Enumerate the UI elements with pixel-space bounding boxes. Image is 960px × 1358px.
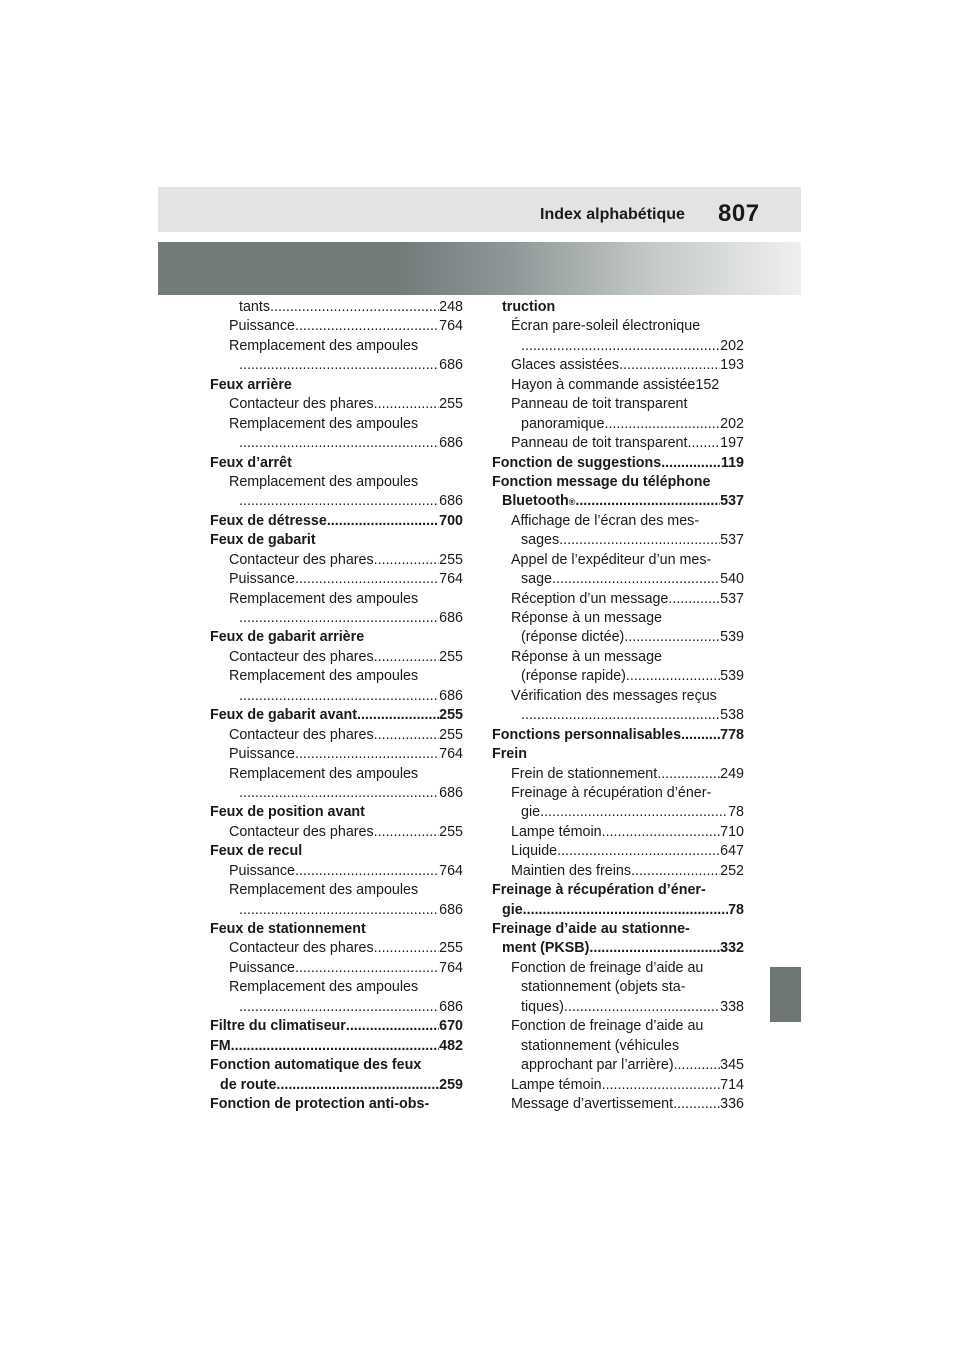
page-reference: 152 — [695, 376, 720, 393]
index-entry — [492, 745, 744, 764]
entry-text: Hayon à commande assistée — [511, 376, 696, 393]
index-subentry — [492, 823, 744, 842]
index-subentry — [492, 531, 744, 550]
page-title: Index alphabétique — [540, 206, 685, 223]
index-entry — [210, 1056, 463, 1075]
index-subentry — [492, 1037, 744, 1056]
leader-dots — [602, 1076, 721, 1095]
leader-dots — [657, 765, 720, 784]
index-subentry — [492, 337, 744, 356]
entry-text: Puissance — [229, 571, 295, 588]
index-subentry — [492, 803, 744, 822]
index-subentry — [210, 395, 463, 414]
index-subentry — [492, 687, 744, 706]
page-reference: 255 — [439, 726, 463, 743]
entry-text: Lampe témoin — [511, 823, 602, 840]
page-reference: 255 — [439, 940, 463, 957]
entry-text: Fonction de freinage d’aide au — [511, 959, 704, 976]
entry-text: Contacteur des phares — [229, 648, 374, 665]
index-entry — [492, 726, 744, 745]
page-reference: 764 — [439, 959, 463, 976]
entry-text: Puissance — [229, 862, 295, 879]
index-subentry — [492, 1076, 744, 1095]
leader-dots — [239, 356, 439, 375]
leader-dots — [521, 337, 720, 356]
index-subentry — [492, 512, 744, 531]
entry-text: Contacteur des phares — [229, 823, 374, 840]
entry-text: Réception d’un message — [511, 590, 669, 607]
index-subentry — [492, 706, 744, 725]
page-reference: 332 — [720, 940, 744, 957]
section-thumb-tab — [770, 967, 801, 1022]
leader-dots — [295, 570, 439, 589]
entry-text: Remplacement des ampoules — [229, 415, 419, 432]
index-entry — [210, 1095, 463, 1114]
entry-text: tiques) — [521, 998, 564, 1015]
entry-text: (réponse dictée) — [521, 629, 625, 646]
index-subentry — [492, 901, 744, 920]
entry-text: Vérification des messages reçus — [511, 687, 717, 704]
leader-dots — [327, 512, 439, 531]
entry-text: Puissance — [229, 318, 295, 335]
index-subentry — [492, 356, 744, 375]
entry-text: Feux de détresse — [210, 512, 327, 529]
index-entry — [210, 706, 463, 725]
index-subentry — [210, 609, 463, 628]
entry-text: gie — [521, 804, 541, 821]
entry-text: tants — [239, 299, 270, 315]
page-reference: 686 — [439, 610, 463, 626]
page-reference: 78 — [728, 901, 744, 918]
index-subentry — [492, 842, 744, 861]
page-reference: 345 — [720, 1057, 744, 1074]
index-subentry — [210, 959, 463, 978]
index-entry — [210, 920, 463, 939]
index-subentry — [210, 648, 463, 667]
index-entry — [210, 376, 463, 395]
leader-dots — [276, 1076, 439, 1095]
index-subentry — [210, 745, 463, 764]
header-bar — [158, 187, 801, 232]
leader-dots — [374, 648, 439, 667]
page-reference: 700 — [439, 512, 463, 529]
leader-dots — [674, 1056, 721, 1075]
index-subentry — [492, 415, 744, 434]
leader-dots — [374, 823, 439, 842]
entry-text: Réponse à un message — [511, 648, 663, 665]
page-reference: 764 — [439, 318, 463, 335]
page-reference: 119 — [720, 454, 744, 471]
index-subentry — [492, 395, 744, 414]
index-subentry — [492, 959, 744, 978]
leader-dots — [346, 1017, 439, 1036]
page-reference: 202 — [720, 415, 744, 432]
leader-dots — [687, 434, 720, 453]
index-subentry — [210, 862, 463, 881]
index-subentry — [492, 570, 744, 589]
leader-dots — [521, 706, 720, 725]
page-reference: 764 — [439, 571, 463, 588]
index-subentry — [210, 901, 463, 920]
index-subentry — [492, 1017, 744, 1036]
index-subentry — [210, 784, 463, 803]
page-reference: 686 — [439, 687, 463, 704]
page-number: 807 — [718, 200, 760, 227]
page-reference: 686 — [439, 357, 463, 374]
page-reference: 710 — [720, 823, 744, 840]
index-entry — [492, 473, 744, 492]
page-reference: 537 — [720, 590, 744, 607]
leader-dots — [239, 687, 439, 706]
index-subentry — [210, 415, 463, 434]
page-reference: 249 — [720, 765, 744, 782]
leader-dots — [557, 842, 720, 861]
leader-dots — [374, 939, 439, 958]
entry-text: sages — [521, 532, 560, 549]
entry-text: Fonction automatique des feux — [210, 1057, 422, 1074]
leader-dots — [681, 726, 720, 745]
entry-text: Panneau de toit transparent — [511, 435, 688, 452]
index-entry — [210, 628, 463, 647]
entry-text: Fonction message du téléphone — [492, 473, 711, 490]
entry-text: Feux arrière — [210, 376, 292, 393]
index-entry — [210, 803, 463, 822]
index-subentry — [210, 1076, 463, 1095]
entry-text: Contacteur des phares — [229, 396, 374, 413]
entry-text: Fonction de protection anti-obs- — [210, 1095, 430, 1112]
leader-dots — [295, 745, 439, 764]
entry-text: approchant par l’arrière) — [521, 1057, 674, 1074]
entry-text: Remplacement des ampoules — [229, 668, 419, 685]
entry-text: Fonction de freinage d’aide au — [511, 1018, 704, 1035]
page-reference: 764 — [439, 862, 463, 879]
entry-text: Glaces assistées — [511, 357, 620, 374]
leader-dots — [523, 901, 728, 920]
page-reference: 259 — [439, 1076, 463, 1093]
entry-text: Fonction de suggestions — [492, 454, 662, 471]
entry-text: Panneau de toit transparent — [511, 396, 688, 413]
entry-text: FM — [210, 1037, 231, 1054]
entry-text: Remplacement des ampoules — [229, 882, 419, 899]
index-subentry — [210, 317, 463, 336]
index-subentry — [492, 590, 744, 609]
entry-text: Maintien des freins — [511, 862, 631, 879]
leader-dots — [589, 939, 720, 958]
index-subentry: Bluetooth ® ..... 537 — [492, 492, 744, 511]
index-subentry — [492, 317, 744, 336]
entry-text: sage — [521, 571, 553, 588]
leader-dots — [604, 415, 720, 434]
entry-text: Remplacement des ampoules — [229, 337, 419, 354]
index-subentry — [492, 1095, 744, 1114]
index-subentry — [492, 667, 744, 686]
page-reference: 255 — [439, 823, 463, 840]
index-subentry — [210, 492, 463, 511]
index-subentry — [210, 687, 463, 706]
leader-dots — [552, 570, 720, 589]
page-reference: 202 — [720, 337, 744, 354]
leader-dots — [673, 1095, 720, 1114]
leader-dots — [661, 454, 721, 473]
entry-text: Remplacement des ampoules — [229, 765, 419, 782]
index-subentry — [210, 298, 463, 317]
entry-text: Puissance — [229, 959, 295, 976]
index-entry — [210, 454, 463, 473]
index-subentry — [210, 667, 463, 686]
index-subentry — [210, 765, 463, 784]
index-entry — [210, 842, 463, 861]
entry-text: (réponse rapide) — [521, 668, 626, 685]
leader-dots — [374, 726, 439, 745]
index-entry — [210, 1017, 463, 1036]
entry-text: Remplacement des ampoules — [229, 979, 419, 996]
index-subentry — [210, 823, 463, 842]
entry-text: Contacteur des phares — [229, 940, 374, 957]
index-subentry — [210, 998, 463, 1017]
index-subentry — [492, 628, 744, 647]
page-reference: 252 — [720, 862, 744, 879]
index-subentry — [210, 570, 463, 589]
index-subentry — [492, 998, 744, 1017]
index-entry — [210, 1037, 463, 1056]
index-subentry — [210, 356, 463, 375]
index-subentry — [210, 590, 463, 609]
page-reference: 255 — [439, 551, 463, 568]
entry-text: Puissance — [229, 746, 295, 763]
entry-text: Remplacement des ampoules — [229, 590, 419, 607]
entry-text: Bluetooth — [502, 493, 569, 510]
index-subentry — [210, 939, 463, 958]
index-entry — [492, 454, 744, 473]
leader-dots — [239, 609, 439, 628]
leader-dots — [624, 628, 720, 647]
entry-text: panoramique — [521, 415, 605, 432]
page-reference: 539 — [720, 629, 744, 646]
leader-dots — [619, 356, 720, 375]
index-entry — [210, 512, 463, 531]
index-subentry — [210, 473, 463, 492]
leader-dots — [374, 395, 439, 414]
index-column-right — [492, 298, 744, 1114]
header-gradient-band — [158, 242, 801, 295]
index-subentry — [492, 376, 744, 395]
leader-dots — [540, 803, 728, 822]
page-reference: 714 — [720, 1076, 744, 1093]
page-reference: 193 — [720, 357, 744, 374]
entry-text: truction — [502, 299, 556, 315]
index-subentry — [210, 726, 463, 745]
leader-dots — [626, 667, 720, 686]
entry-text: Remplacement des ampoules — [229, 473, 419, 490]
entry-text: Feux de gabarit arrière — [210, 629, 365, 646]
page-reference: 248 — [439, 299, 463, 315]
entry-text: Réponse à un message — [511, 610, 663, 626]
page-reference: 778 — [720, 726, 744, 743]
index-subentry — [492, 784, 744, 803]
index-column-left — [210, 298, 463, 1114]
page-reference: 686 — [439, 784, 463, 801]
page-reference: 197 — [720, 435, 744, 452]
index-subentry — [492, 862, 744, 881]
leader-dots — [239, 492, 439, 511]
entry-text: Contacteur des phares — [229, 726, 374, 743]
index-subentry — [492, 298, 744, 317]
entry-text: Filtre du climatiseur — [210, 1018, 346, 1035]
leader-dots — [295, 862, 439, 881]
entry-text: Feux d’arrêt — [210, 454, 292, 471]
leader-dots — [239, 434, 439, 453]
entry-text: Feux de stationnement — [210, 921, 366, 937]
entry-text: Lampe témoin — [511, 1076, 602, 1093]
index-subentry — [210, 881, 463, 900]
entry-text: Appel de l’expéditeur d’un mes- — [511, 551, 712, 568]
leader-dots — [602, 823, 721, 842]
page-reference: 540 — [720, 571, 744, 588]
page-reference: 539 — [720, 668, 744, 685]
page-reference: 338 — [720, 998, 744, 1015]
page-reference: 686 — [439, 901, 463, 918]
entry-text: Contacteur des phares — [229, 551, 374, 568]
page-reference: 670 — [439, 1018, 463, 1035]
index-entry — [492, 920, 744, 939]
entry-text: Liquide — [511, 843, 558, 860]
entry-text: ment (PKSB) — [502, 940, 590, 957]
index-subentry — [492, 939, 744, 958]
index-entry — [210, 531, 463, 550]
index-subentry — [492, 434, 744, 453]
entry-text: Message d’avertissement — [511, 1095, 674, 1112]
leader-dots — [239, 784, 439, 803]
leader-dots — [239, 998, 439, 1017]
entry-text: Feux de position avant — [210, 804, 365, 821]
page-reference: 686 — [439, 493, 463, 510]
index-subentry — [492, 648, 744, 667]
leader-dots — [239, 901, 439, 920]
index-subentry — [492, 609, 744, 628]
page-reference: 538 — [720, 707, 744, 724]
page-reference: 78 — [728, 804, 744, 821]
index-subentry — [210, 551, 463, 570]
entry-text: Fonctions personnalisables — [492, 726, 682, 743]
leader-dots — [575, 492, 720, 511]
entry-text: Freinage d’aide au stationne- — [492, 921, 690, 937]
page-reference: 537 — [720, 493, 744, 510]
leader-dots — [559, 531, 720, 550]
page-reference: 647 — [720, 843, 744, 860]
entry-text: de route — [220, 1076, 277, 1093]
entry-text: stationnement (véhicules — [521, 1037, 680, 1054]
page-reference: 686 — [439, 435, 463, 452]
entry-text: Écran pare-soleil électronique — [511, 318, 701, 335]
index-entry — [492, 881, 744, 900]
entry-text: Feux de gabarit avant — [210, 707, 357, 724]
leader-dots — [231, 1037, 439, 1056]
page-reference: 336 — [720, 1095, 744, 1112]
page-reference: 255 — [439, 396, 463, 413]
entry-text: Frein de stationnement — [511, 765, 658, 782]
leader-dots — [270, 298, 439, 317]
leader-dots — [564, 998, 720, 1017]
entry-text: Feux de recul — [210, 843, 303, 860]
index-subentry — [492, 1056, 744, 1075]
leader-dots — [668, 590, 720, 609]
page-reference: 764 — [439, 746, 463, 763]
page-reference: 482 — [439, 1037, 463, 1054]
index-subentry — [210, 978, 463, 997]
index-subentry — [492, 978, 744, 997]
entry-text: stationnement (objets sta- — [521, 979, 686, 996]
entry-text: Freinage à récupération d’éner- — [492, 882, 706, 899]
leader-dots — [295, 317, 439, 336]
leader-dots — [374, 551, 439, 570]
index-subentry — [492, 551, 744, 570]
leader-dots — [295, 959, 439, 978]
index-subentry — [492, 765, 744, 784]
entry-text: Affichage de l’écran des mes- — [511, 512, 700, 529]
leader-dots — [357, 706, 439, 725]
page-reference: 686 — [439, 998, 463, 1015]
entry-text: gie — [502, 901, 523, 918]
entry-text: Feux de gabarit — [210, 532, 316, 549]
entry-text: Frein — [492, 746, 527, 763]
leader-dots — [631, 862, 720, 881]
page-reference: 537 — [720, 532, 744, 549]
index-subentry — [210, 337, 463, 356]
entry-text: Freinage à récupération d’éner- — [511, 784, 712, 801]
page-reference: 255 — [439, 707, 463, 724]
page-reference: 255 — [439, 648, 463, 665]
index-subentry — [210, 434, 463, 453]
